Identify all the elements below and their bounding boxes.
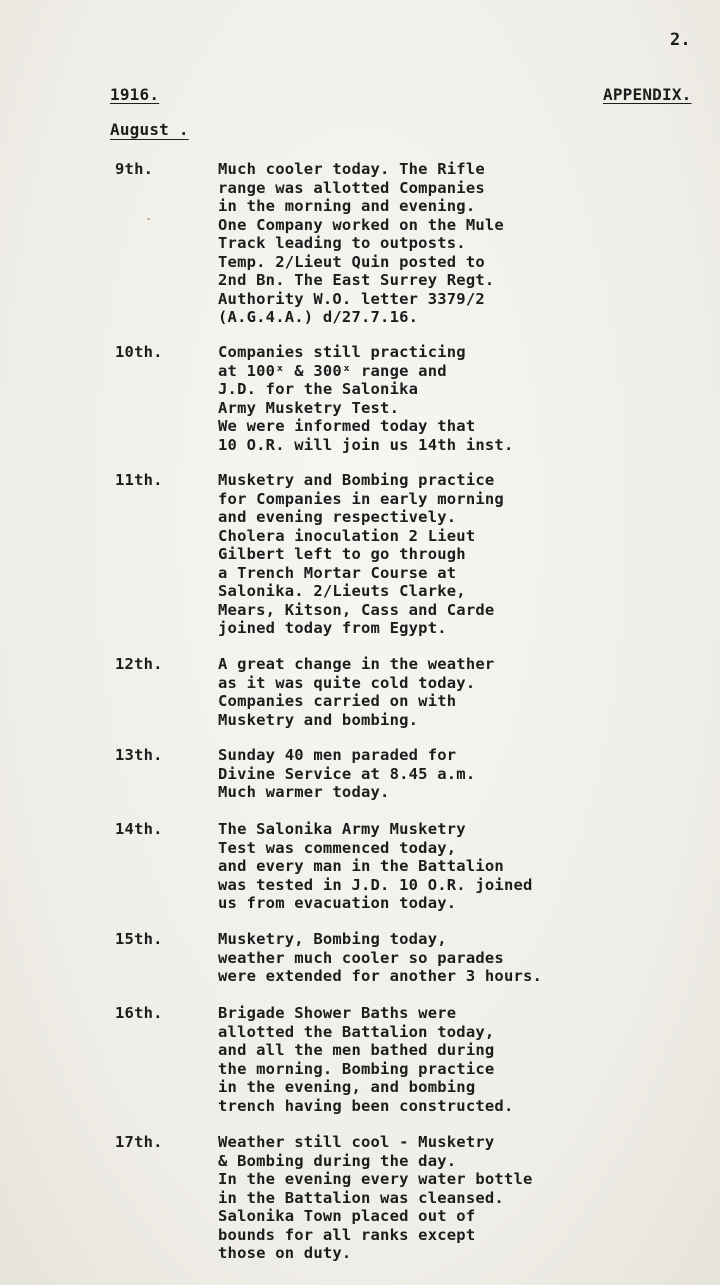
entry-line: A great change in the weather <box>218 655 495 673</box>
entry-date: 16th. <box>115 1004 163 1022</box>
entry-text <box>218 1133 533 1263</box>
entry-line: The Salonika Army Musketry <box>218 820 466 838</box>
entry-line: Weather still cool - Musketry <box>218 1133 495 1151</box>
entry-text <box>218 746 475 802</box>
entry-text <box>218 1004 514 1115</box>
entry-line: (A.G.4.A.) d/27.7.16. <box>218 308 419 326</box>
entry-date: 12th. <box>115 655 163 673</box>
entry-text <box>218 160 504 327</box>
entry-line: Divine Service at 8.45 a.m. <box>218 764 476 783</box>
entry-line: was tested in J.D. 10 O.R. joined <box>218 875 533 894</box>
entry-line: Cholera inoculation 2 Lieut <box>218 526 476 545</box>
entry-line: and every man in the Battalion <box>218 857 504 875</box>
entry-line: Much cooler today. The Rifle <box>218 160 485 178</box>
entry-text <box>218 820 533 913</box>
entry-line: at 100ˣ & 300ˣ range and <box>218 361 447 380</box>
entry-line: for Companies in early morning <box>218 489 504 508</box>
entry-line: trench having been constructed. <box>218 1096 514 1115</box>
entry-line: One Company worked on the Mule <box>218 215 504 234</box>
entry-date: 14th. <box>115 820 163 838</box>
entry-line: a Trench Mortar Course at <box>218 563 457 582</box>
entry-line: Gilbert left to go through <box>218 545 466 563</box>
entry-line: J.D. for the Salonika <box>218 380 419 398</box>
entry-line: those on duty. <box>218 1244 352 1262</box>
entry-line: Companies carried on with <box>218 692 457 710</box>
entry-line: Musketry, Bombing today, <box>218 930 447 948</box>
entry-line: Salonika. 2/Lieuts Clarke, <box>218 582 466 600</box>
entry-line: Sunday 40 men paraded for <box>218 746 457 764</box>
entry-date: 15th. <box>115 930 163 948</box>
entry-line: were extended for another 3 hours. <box>218 967 543 985</box>
entry-line: us from evacuation today. <box>218 894 457 912</box>
page-number: 2. <box>670 30 691 50</box>
entry-line: and evening respectively. <box>218 508 457 526</box>
entry-line: Track leading to outposts. <box>218 234 466 252</box>
entry-line: as it was quite cold today. <box>218 673 476 692</box>
entry-line: in the evening, and bombing <box>218 1078 476 1096</box>
entry-line: in the morning and evening. <box>218 197 476 215</box>
entry-line: Salonika Town placed out of <box>218 1207 476 1225</box>
appendix-heading: APPENDIX. <box>603 85 692 104</box>
entry-line: weather much cooler so parades <box>218 948 504 967</box>
entry-line: Army Musketry Test. <box>218 398 400 417</box>
entry-date: 9th. <box>115 160 154 178</box>
entry-line: in the Battalion was cleansed. <box>218 1188 504 1207</box>
entry-line: allotted the Battalion today, <box>218 1022 495 1041</box>
entry-text <box>218 930 542 986</box>
entry-text <box>218 471 504 638</box>
entry-line: Temp. 2/Lieut Quin posted to <box>218 252 485 271</box>
entry-date: 13th. <box>115 746 163 764</box>
entry-line: Much warmer today. <box>218 783 390 801</box>
entry-line: We were informed today that <box>218 417 476 435</box>
paper-speck <box>147 218 150 220</box>
entry-line: and all the men bathed during <box>218 1041 495 1059</box>
year-heading: 1916. <box>110 85 160 104</box>
entry-line: the morning. Bombing practice <box>218 1059 495 1078</box>
entry-date: 17th. <box>115 1133 163 1151</box>
entry-text <box>218 343 514 454</box>
entry-line: & Bombing during the day. <box>218 1151 457 1170</box>
entry-line: Musketry and bombing. <box>218 710 419 729</box>
entry-line: Authority W.O. letter 3379/2 <box>218 289 485 308</box>
entry-line: Companies still practicing <box>218 343 466 361</box>
entry-line: Musketry and Bombing practice <box>218 471 495 489</box>
entry-line: Test was commenced today, <box>218 838 457 857</box>
entry-line: 2nd Bn. The East Surrey Regt. <box>218 271 495 289</box>
entry-date: 10th. <box>115 343 163 361</box>
entry-line: Mears, Kitson, Cass and Carde <box>218 600 495 619</box>
entry-line: joined today from Egypt. <box>218 619 447 637</box>
entry-line: Brigade Shower Baths were <box>218 1004 457 1022</box>
entry-text <box>218 655 494 729</box>
entry-line: In the evening every water bottle <box>218 1170 533 1188</box>
entry-line: bounds for all ranks except <box>218 1225 476 1244</box>
entry-line: range was allotted Companies <box>218 178 485 197</box>
month-heading: August . <box>110 120 189 139</box>
entry-date: 11th. <box>115 471 163 489</box>
entry-line: 10 O.R. will join us 14th inst. <box>218 435 514 454</box>
